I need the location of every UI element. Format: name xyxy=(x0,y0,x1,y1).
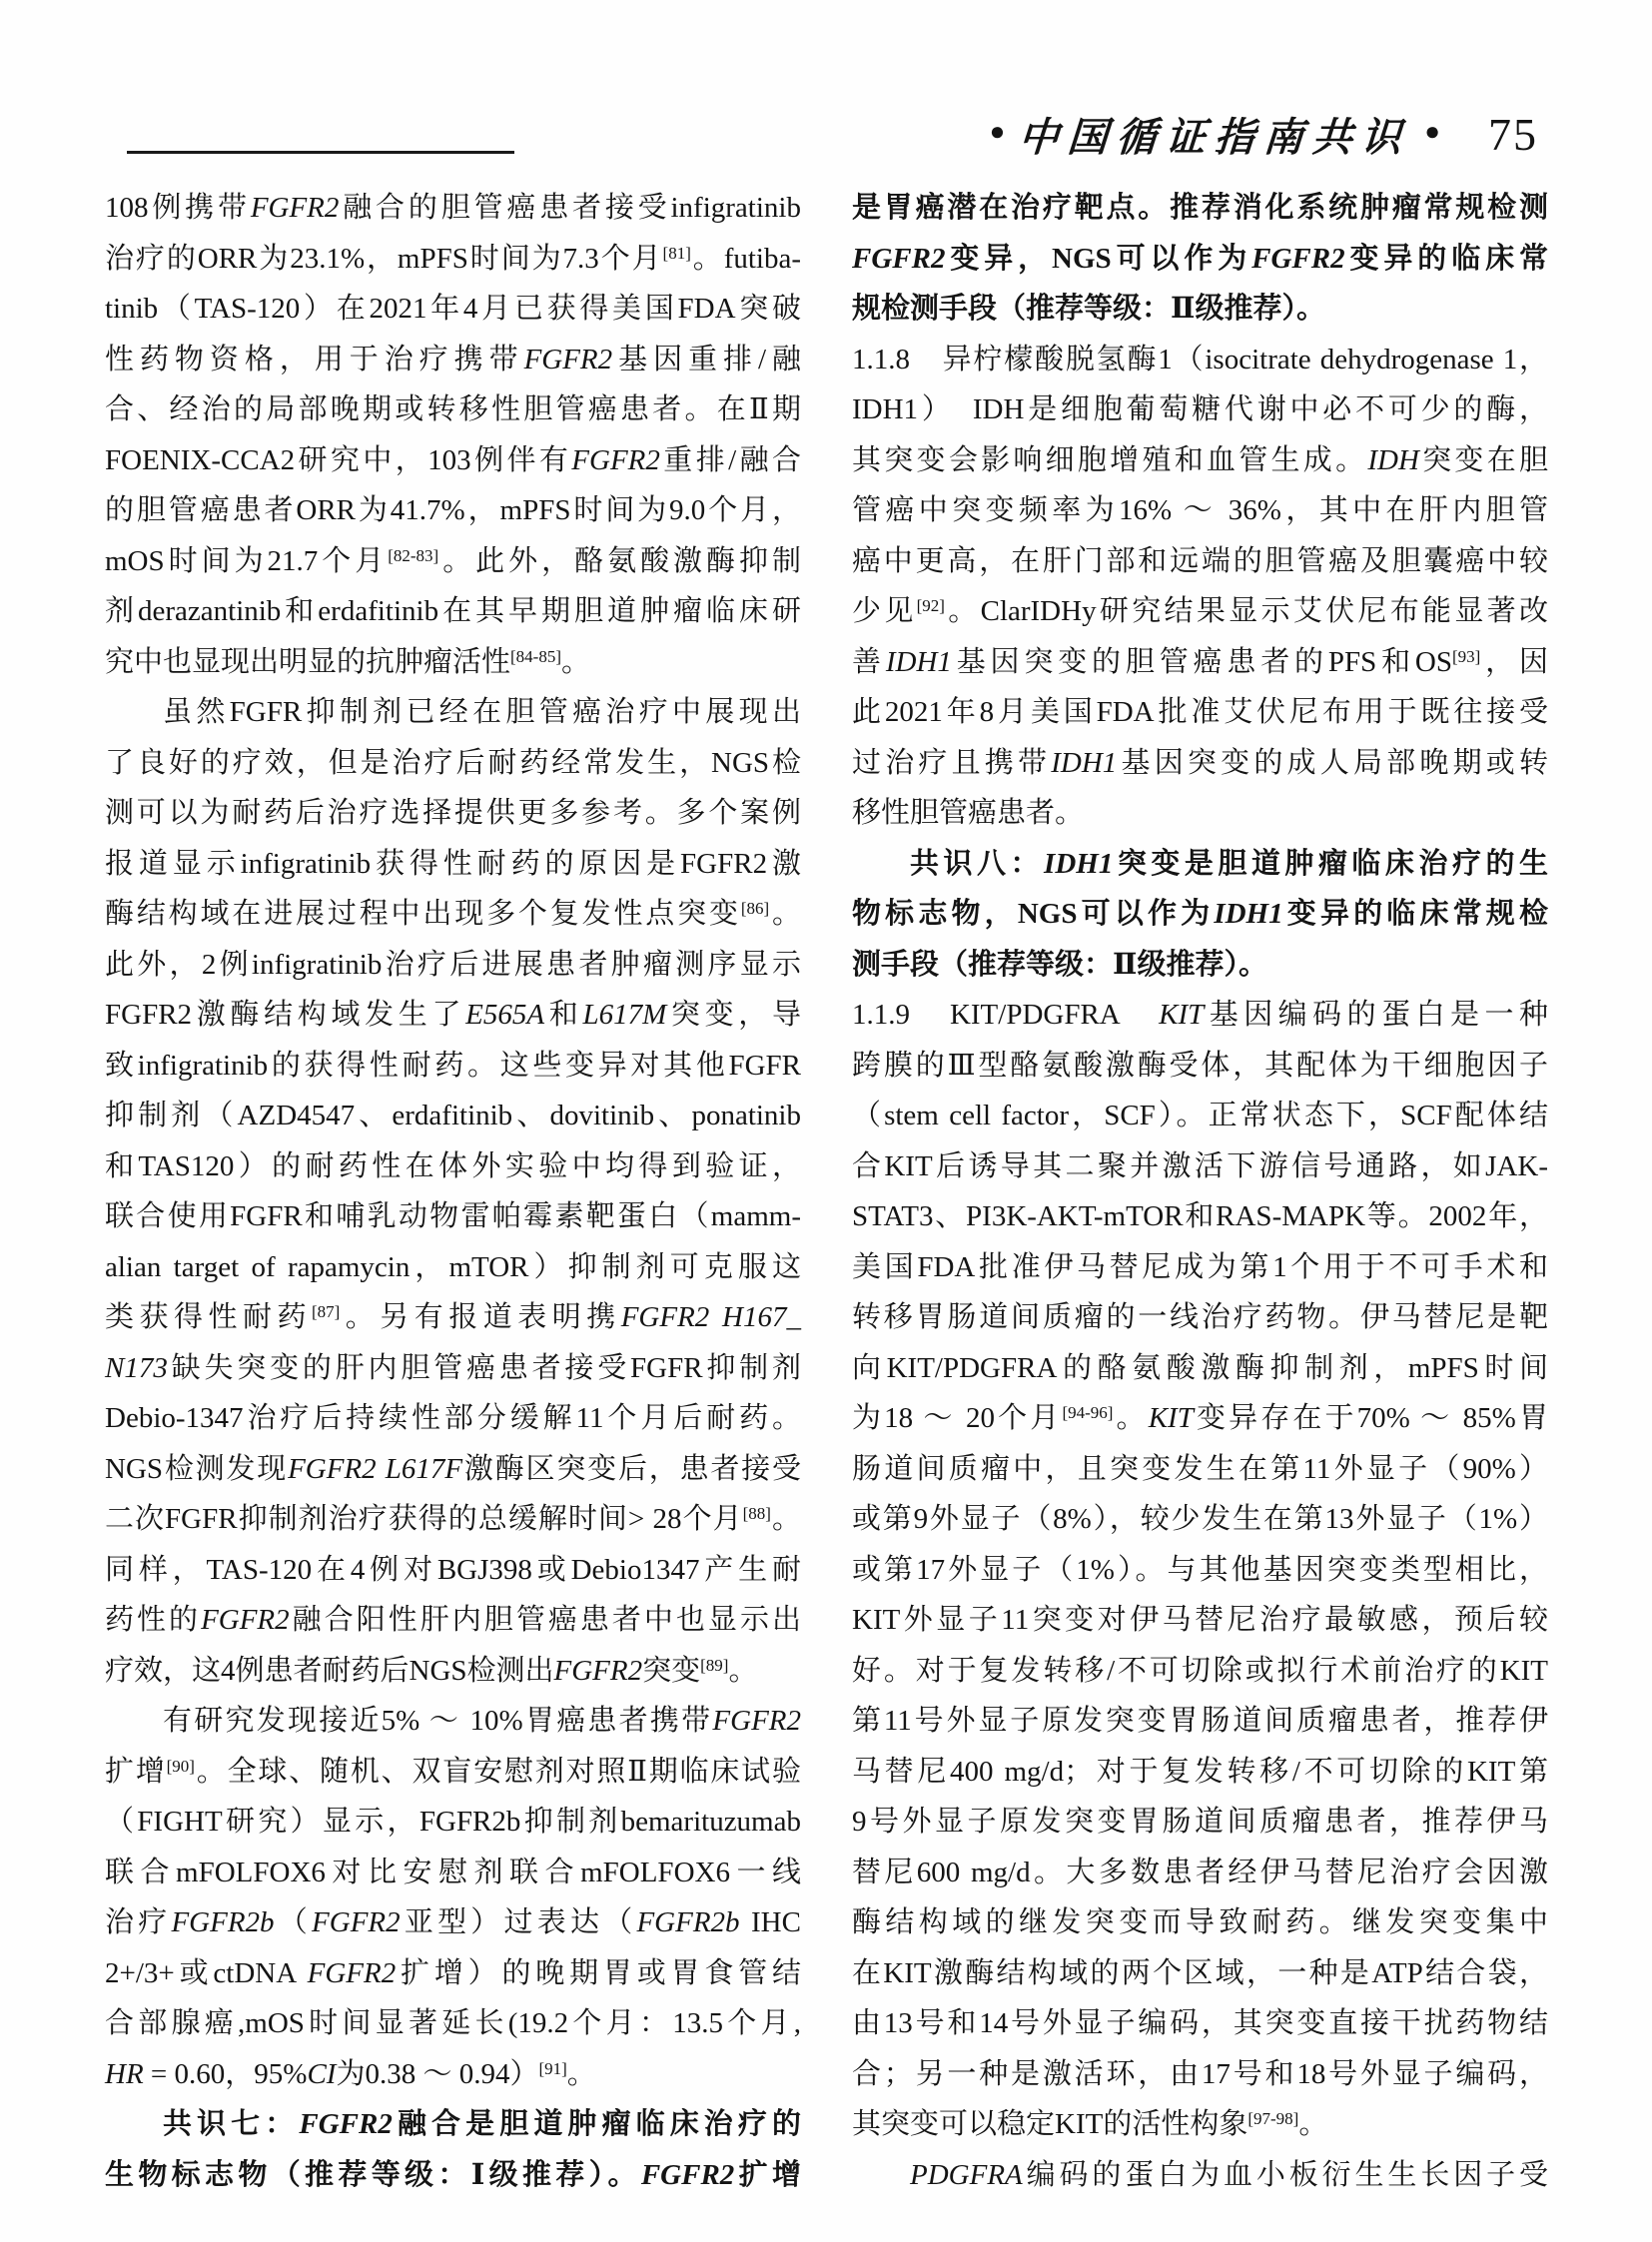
right-column xyxy=(852,183,1548,2200)
text-line xyxy=(105,485,801,536)
text-segment: 生物标志物（推荐等级：Ⅰ级推荐）。 xyxy=(105,2158,641,2191)
text-segment: mOS时间为21.7个月 xyxy=(105,544,389,577)
reference-marker: [82-83] xyxy=(388,545,439,565)
text-line xyxy=(105,1948,801,1999)
text-segment: FGFR2激酶结构域发生了 xyxy=(105,999,466,1031)
text-line xyxy=(852,1091,1548,1141)
text-segment: FGFR2 xyxy=(250,192,340,224)
text-segment: 测可以为耐药后治疗选择提供更多参考。多个案例 xyxy=(105,797,801,829)
text-segment: 好。对于复发转移/不可切除或拟行术前治疗的KIT xyxy=(852,1654,1548,1687)
text-line xyxy=(852,788,1548,839)
reference-marker: [92] xyxy=(916,596,945,615)
text-line xyxy=(852,1595,1548,1646)
text-segment: 融合是胆道肿瘤临床治疗的 xyxy=(392,2108,801,2140)
text-segment: 善 xyxy=(852,645,886,678)
text-segment: 少见 xyxy=(852,595,917,627)
text-segment: CI xyxy=(307,2057,337,2090)
text-line xyxy=(105,1444,801,1495)
text-segment: FGFR2 xyxy=(307,1956,397,1989)
page-header xyxy=(849,103,1538,165)
text-segment: FGFR2 xyxy=(523,343,613,375)
text-segment: 突变 xyxy=(642,1654,701,1687)
text-segment: KIT xyxy=(1148,1402,1194,1434)
text-segment: N173 xyxy=(105,1351,168,1384)
text-line xyxy=(852,2099,1548,2150)
text-line xyxy=(105,335,801,385)
text-line xyxy=(105,1292,801,1343)
text-segment: FGFR2 xyxy=(571,443,660,476)
text-segment: 编码的蛋白为血小板衍生生长因子受 xyxy=(1022,2158,1548,2191)
text-segment: 突变在胆 xyxy=(1418,443,1548,476)
text-segment: 规检测手段（推荐等级：Ⅱ级推荐）。 xyxy=(852,293,1325,325)
text-segment: 融合的胆管癌患者接受infigratinib xyxy=(339,192,801,224)
text-segment: 报道显示infigratinib获得性耐药的原因是FGFR2激 xyxy=(105,847,801,880)
text-segment: 跨膜的Ⅲ型酪氨酸激酶受体，其配体为干细胞因子 xyxy=(852,1049,1548,1082)
text-segment: 类获得性耐药 xyxy=(105,1301,312,1333)
text-segment: 变异，NGS可以作为 xyxy=(945,242,1252,275)
text-segment: 测手段（推荐等级：Ⅱ级推荐）。 xyxy=(852,948,1267,981)
text-segment: 108例携带 xyxy=(105,192,251,224)
text-segment: IHC xyxy=(739,1906,801,1938)
text-segment: 第11号外显子原发突变胃肠道间质瘤患者，推荐伊 xyxy=(852,1705,1548,1737)
text-segment: 。ClarIDHy研究结果显示艾伏尼布能显著改 xyxy=(944,595,1548,627)
text-segment: 转移胃肠道间质瘤的一线治疗药物。伊马替尼是靶 xyxy=(852,1301,1548,1333)
text-segment: 基因编码的蛋白是一种 xyxy=(1204,999,1548,1031)
text-line xyxy=(105,536,801,587)
text-line xyxy=(852,1747,1548,1798)
text-segment: 变异的临床常 xyxy=(1344,242,1548,275)
text-segment: IDH1 xyxy=(1051,746,1118,779)
text-line xyxy=(105,2150,801,2201)
text-segment: FGFR2b xyxy=(171,1906,275,1938)
text-segment: FGFR2 xyxy=(640,2158,735,2191)
text-segment: 突变是胆道肿瘤临床治疗的生 xyxy=(1113,847,1548,880)
text-segment: 。 xyxy=(561,645,591,678)
text-segment: 药性的 xyxy=(105,1604,202,1636)
reference-marker: [94-96] xyxy=(1062,1403,1114,1422)
text-line xyxy=(852,1897,1548,1948)
text-segment: 抑制剂（AZD4547、erdafitinib、dovitinib、ponatinib xyxy=(105,1100,801,1131)
text-line xyxy=(105,1646,801,1697)
text-segment: 同样，TAS-120在4例对BGJ398或Debio1347产生耐 xyxy=(105,1553,801,1586)
text-line xyxy=(105,738,801,789)
text-line xyxy=(105,1797,801,1848)
text-line xyxy=(852,1444,1548,1495)
text-segment: 变异的临床常规检 xyxy=(1282,898,1548,930)
text-segment: 共识七： xyxy=(163,2108,300,2140)
text-line xyxy=(105,1747,801,1798)
text-line xyxy=(852,1191,1548,1242)
reference-marker: [86] xyxy=(740,899,770,918)
text-segment: 在KIT激酶结构域的两个区域，一种是ATP结合袋， xyxy=(852,1956,1548,1989)
text-segment: Debio-1347治疗后持续性部分缓解11个月后耐药。 xyxy=(105,1402,801,1434)
text-segment: 的胆管癌患者ORR为41.7%，mPFS时间为9.0个月， xyxy=(105,494,801,526)
reference-marker: [81] xyxy=(662,243,691,263)
text-segment: 此外，2例infigratinib治疗后进展患者肿瘤测序显示 xyxy=(105,948,801,981)
text-segment: tinib（TAS-120）在2021年4月已获得美国FDA突破 xyxy=(105,293,801,325)
text-line xyxy=(852,586,1548,637)
text-line xyxy=(852,1696,1548,1747)
text-segment: 重排/融合 xyxy=(659,443,801,476)
reference-marker: [84-85] xyxy=(510,646,561,666)
text-line xyxy=(852,485,1548,536)
text-segment: 。 xyxy=(566,2057,596,2090)
text-segment: 或第9外显子（8%），较少发生在第13外显子（1%） xyxy=(852,1503,1548,1535)
text-line xyxy=(852,335,1548,385)
text-line xyxy=(852,234,1548,285)
text-segment: 激酶区突变后，患者接受 xyxy=(462,1452,801,1485)
header-bullet-left-icon: ● xyxy=(989,117,1006,146)
text-segment: 癌中更高，在肝门部和远端的胆管癌及胆囊癌中较 xyxy=(852,544,1548,577)
text-line xyxy=(105,586,801,637)
text-segment: 酶结构域在进展过程中出现多个复发性点突变 xyxy=(105,898,741,930)
text-segment: 和 xyxy=(544,999,583,1031)
text-segment: 有研究发现接近5% ～ 10%胃癌患者携带 xyxy=(163,1705,713,1737)
text-segment: FGFR2b xyxy=(636,1906,740,1938)
text-segment: L617M xyxy=(582,999,667,1031)
text-line xyxy=(105,234,801,285)
text-segment: （FIGHT研究）显示，FGFR2b抑制剂bemarituzumab xyxy=(105,1806,801,1838)
text-segment: 马替尼400 mg/d；对于复发转移/不可切除的KIT第 xyxy=(852,1755,1548,1788)
text-line xyxy=(852,1292,1548,1343)
text-segment: KIT外显子11突变对伊马替尼治疗最敏感，预后较 xyxy=(852,1604,1548,1636)
text-segment: FGFR2 H167_ xyxy=(620,1301,801,1333)
text-line xyxy=(852,1141,1548,1192)
text-line xyxy=(852,839,1548,890)
text-segment: KIT xyxy=(1159,999,1205,1031)
text-segment: 其突变可以稳定KIT的活性构象 xyxy=(852,2108,1248,2140)
header-rule xyxy=(127,151,514,154)
text-line xyxy=(105,1696,801,1747)
text-segment: IDH1） IDH是细胞葡萄糖代谢中必不可少的酶， xyxy=(852,393,1548,425)
text-segment: 共识八： xyxy=(910,847,1045,880)
text-segment: 致infigratinib的获得性耐药。这些变异对其他FGFR xyxy=(105,1049,801,1082)
text-line xyxy=(105,788,801,839)
text-segment: 为18 ～ 20个月 xyxy=(852,1402,1063,1434)
reference-marker: [91] xyxy=(538,2058,567,2078)
text-segment: ，因 xyxy=(1480,645,1548,678)
text-segment: 基因重排/融 xyxy=(612,343,801,375)
text-line xyxy=(852,1998,1548,2049)
text-segment: FGFR2 xyxy=(1251,242,1345,275)
text-line xyxy=(105,1141,801,1192)
text-segment: 融合阳性肝内胆管癌患者中也显示出 xyxy=(289,1604,801,1636)
text-segment: 联合mFOLFOX6对比安慰剂联合mFOLFOX6一线 xyxy=(105,1856,801,1888)
text-segment: 。 xyxy=(770,1503,801,1535)
text-segment: alian target of rapamycin，mTOR）抑制剂可克服这 xyxy=(105,1250,801,1283)
text-segment: 亚型）过表达（ xyxy=(400,1906,637,1938)
text-line xyxy=(105,284,801,335)
text-line xyxy=(852,1343,1548,1394)
text-segment: 过治疗且携带 xyxy=(852,746,1052,779)
text-line xyxy=(105,1091,801,1141)
text-line xyxy=(105,1041,801,1092)
text-line xyxy=(852,2049,1548,2100)
text-segment: 其突变会影响细胞增殖和血管生成。 xyxy=(852,443,1368,476)
text-segment: 1.1.9 KIT/PDGFRA xyxy=(852,999,1160,1031)
text-segment: HR xyxy=(105,2057,144,2090)
text-line xyxy=(105,1545,801,1596)
text-line xyxy=(105,990,801,1041)
text-segment: 扩增）的晚期胃或胃食管结 xyxy=(396,1956,801,1989)
text-line xyxy=(105,940,801,991)
text-segment: NGS检测发现 xyxy=(105,1452,289,1485)
text-line xyxy=(105,637,801,688)
text-segment: 替尼600 mg/d。大多数患者经伊马替尼治疗会因激 xyxy=(852,1856,1548,1888)
text-line xyxy=(852,384,1548,435)
text-line xyxy=(105,1343,801,1394)
header-bullet-right-icon: ● xyxy=(1424,117,1440,146)
text-line xyxy=(105,687,801,738)
text-segment: PDGFRA xyxy=(910,2158,1023,2191)
text-segment: FGFR2 xyxy=(312,1906,401,1938)
text-segment: 扩增 xyxy=(105,1755,167,1788)
text-line xyxy=(105,435,801,486)
text-segment: 治疗 xyxy=(105,1906,172,1938)
text-segment: 合KIT后诱导其二聚并激活下游信号通路，如JAK- xyxy=(852,1149,1548,1182)
reference-marker: [87] xyxy=(311,1302,341,1321)
text-line xyxy=(105,183,801,234)
text-segment: STAT3、PI3K-AKT-mTOR和RAS-MAPK等。2002年， xyxy=(852,1200,1548,1232)
text-line xyxy=(105,1998,801,2049)
text-segment: 扩增 xyxy=(734,2158,801,2191)
text-line xyxy=(852,1948,1548,1999)
text-segment: 由13号和14号外显子编码，其突变直接干扰药物结 xyxy=(852,2007,1548,2039)
text-segment: 了良好的疗效，但是治疗后耐药经常发生，NGS检 xyxy=(105,746,801,779)
text-line xyxy=(852,1646,1548,1697)
text-segment: 和TAS120）的耐药性在体外实验中均得到验证， xyxy=(105,1149,801,1182)
text-segment: （stem cell factor，SCF）。正常状态下，SCF配体结 xyxy=(852,1100,1548,1131)
text-segment: 此2021年8月美国FDA批准艾伏尼布用于既往接受 xyxy=(852,696,1548,728)
left-column xyxy=(105,183,801,2200)
text-segment: FGFR2 L617F xyxy=(288,1452,463,1485)
text-segment: 美国FDA批准伊马替尼成为第1个用于不可手术和 xyxy=(852,1250,1548,1283)
reference-marker: [89] xyxy=(700,1655,729,1675)
text-line xyxy=(852,2150,1548,2201)
text-segment: 2+/3+或ctDNA xyxy=(105,1956,308,1989)
text-segment: 。 xyxy=(1298,2108,1328,2140)
text-segment: IDH xyxy=(1367,443,1419,476)
text-segment: 。 xyxy=(728,1654,758,1687)
text-line xyxy=(105,1595,801,1646)
text-segment: IDH1 xyxy=(1044,847,1114,880)
text-line xyxy=(852,637,1548,688)
text-segment: （ xyxy=(274,1906,313,1938)
text-line xyxy=(852,1848,1548,1898)
text-segment: FGFR2 xyxy=(553,1654,643,1687)
text-line xyxy=(852,1242,1548,1293)
text-line xyxy=(105,2049,801,2100)
text-segment: 治疗的ORR为23.1%，mPFS时间为7.3个月 xyxy=(105,242,663,275)
text-line xyxy=(852,1494,1548,1545)
text-line xyxy=(852,1545,1548,1596)
text-line xyxy=(852,536,1548,587)
text-segment: 合部腺癌,mOS时间显著延长(19.2个月：13.5个月, xyxy=(105,2007,801,2039)
text-line xyxy=(852,940,1548,991)
text-segment: 变异存在于70% ～ 85%胃 xyxy=(1193,1402,1548,1434)
text-segment: FGFR2 xyxy=(299,2108,393,2140)
text-line xyxy=(852,738,1548,789)
text-segment: 突变，导 xyxy=(666,999,801,1031)
text-line xyxy=(105,1242,801,1293)
text-segment: 缺失突变的肝内胆管癌患者接受FGFR抑制剂 xyxy=(167,1351,801,1384)
text-segment: 。 xyxy=(769,898,801,930)
text-segment: 。futiba- xyxy=(690,242,801,275)
text-line xyxy=(852,183,1548,234)
text-segment: 性药物资格，用于治疗携带 xyxy=(105,343,524,375)
text-segment: 。另有报道表明携 xyxy=(340,1301,621,1333)
text-segment: 移性胆管癌患者。 xyxy=(852,797,1085,829)
text-line xyxy=(852,435,1548,486)
text-segment: 9号外显子原发突变胃肠道间质瘤患者，推荐伊马 xyxy=(852,1806,1548,1838)
text-segment: 是胃癌潜在治疗靶点。推荐消化系统肿瘤常规检测 xyxy=(852,192,1548,224)
text-line xyxy=(105,839,801,890)
reference-marker: [90] xyxy=(166,1756,195,1776)
text-line xyxy=(105,1848,801,1898)
text-line xyxy=(852,1041,1548,1092)
text-line xyxy=(852,284,1548,335)
reference-marker: [93] xyxy=(1451,646,1481,666)
text-line xyxy=(105,1393,801,1444)
text-segment: 联合使用FGFR和哺乳动物雷帕霉素靶蛋白（mamm- xyxy=(105,1200,801,1232)
journal-title: 中国循证指南共识 xyxy=(1017,114,1412,160)
text-line xyxy=(852,687,1548,738)
text-segment: 疗效，这4例患者耐药后NGS检测出 xyxy=(105,1654,554,1687)
text-segment: 1.1.8 异柠檬酸脱氢酶1（isocitrate dehydrogenase 1， xyxy=(852,343,1548,375)
reference-marker: [97-98] xyxy=(1247,2109,1299,2128)
text-segment: 物标志物，NGS可以作为 xyxy=(852,898,1215,930)
reference-marker: [88] xyxy=(742,1504,771,1523)
text-line xyxy=(105,1494,801,1545)
text-segment: 基因突变的成人局部晚期或转 xyxy=(1117,746,1548,779)
text-segment: 合、经治的局部晚期或转移性胆管癌患者。在Ⅱ期 xyxy=(105,393,801,425)
text-line xyxy=(105,384,801,435)
text-segment: 。 xyxy=(1113,1402,1149,1434)
text-segment: 二次FGFR抑制剂治疗获得的总缓解时间> 28个月 xyxy=(105,1503,743,1535)
text-segment: 酶结构域的继发突变而导致耐药。继发突变集中 xyxy=(852,1906,1548,1938)
text-segment: FGFR2 xyxy=(201,1604,290,1636)
text-segment: IDH1 xyxy=(1214,898,1283,930)
text-segment: E565A xyxy=(465,999,545,1031)
text-segment: 合；另一种是激活环，由17号和18号外显子编码， xyxy=(852,2057,1548,2090)
text-line xyxy=(105,1897,801,1948)
text-line xyxy=(852,889,1548,940)
text-segment: IDH1 xyxy=(885,645,952,678)
text-segment: 虽然FGFR抑制剂已经在胆管癌治疗中展现出 xyxy=(163,696,801,728)
text-segment: = 0.60，95% xyxy=(143,2057,308,2090)
text-segment: 。全球、随机、双盲安慰剂对照Ⅱ期临床试验 xyxy=(194,1755,801,1788)
page-number: 75 xyxy=(1488,108,1538,160)
text-line xyxy=(852,990,1548,1041)
text-segment: FOENIX-CCA2研究中，103例伴有 xyxy=(105,443,572,476)
text-segment: 为0.38 ～ 0.94） xyxy=(336,2057,539,2090)
text-segment: 究中也显现出明显的抗肿瘤活性 xyxy=(105,645,511,678)
text-segment: 或第17外显子（1%）。与其他基因突变类型相比， xyxy=(852,1553,1548,1586)
text-segment: FGFR2 xyxy=(852,242,946,275)
text-segment: 剂derazantinib和erdafitinib在其早期胆道肿瘤临床研 xyxy=(105,595,801,627)
text-segment: 基因突变的胆管癌患者的PFS和OS xyxy=(951,645,1452,678)
text-line xyxy=(105,1191,801,1242)
text-line xyxy=(852,1393,1548,1444)
text-segment: 管癌中突变频率为16% ～ 36%，其中在肝内胆管 xyxy=(852,494,1548,526)
text-segment: FGFR2 xyxy=(712,1705,801,1737)
text-line xyxy=(852,1797,1548,1848)
text-segment: 肠道间质瘤中，且突变发生在第11外显子（90%） xyxy=(852,1452,1548,1485)
text-segment: 向KIT/PDGFRA的酪氨酸激酶抑制剂，mPFS时间 xyxy=(852,1351,1548,1384)
text-segment: 。此外，酪氨酸激酶抑制 xyxy=(438,544,801,577)
text-line xyxy=(105,2099,801,2150)
text-line xyxy=(105,889,801,940)
